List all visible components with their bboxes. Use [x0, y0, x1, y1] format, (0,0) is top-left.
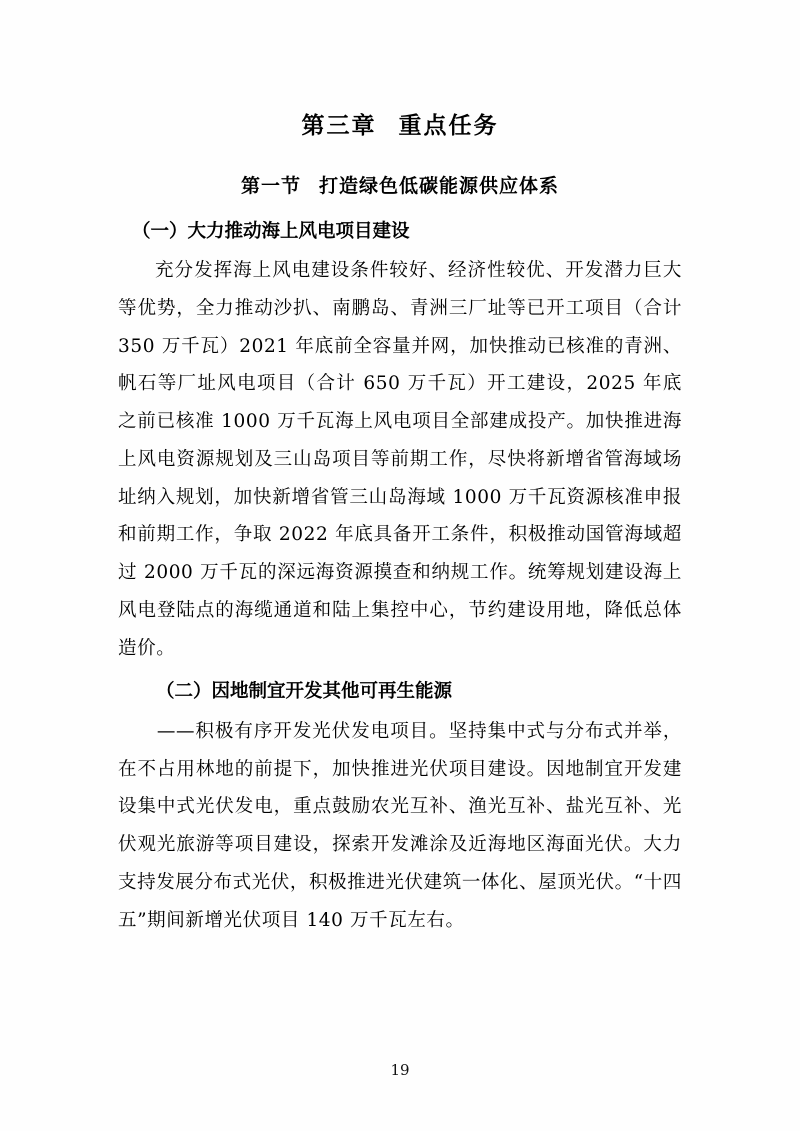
chapter-title-text: 重点任务: [398, 112, 499, 139]
paragraph-2: ——积极有序开发光伏发电项目。坚持集中式与分布式并举，在不占用林地的前提下，加快推进光伏项目建设。因地制宜开发建设集中式光伏发电，重点鼓励农光互补、渔光互补、盐光互补、光伏观光旅游等项目建设，探索开发滩涂及近海地区海面光伏。大力支持发展分布式光伏，积极推进光伏建筑一体化、屋顶光伏。“十四五”期间新增光伏项目 140 万千瓦左右。: [118, 720, 682, 931]
page-number: 19: [390, 1061, 410, 1079]
chapter-number: 第三章: [301, 112, 377, 139]
section-title-text: 打造绿色低碳能源供应体系: [319, 175, 560, 198]
subsection-heading-1: （一）大力推动海上风电项目建设: [132, 220, 410, 242]
section-number: 第一节: [240, 175, 301, 198]
chapter-heading: [118, 110, 682, 142]
paragraph-1: 充分发挥海上风电建设条件较好、经济性较优、开发潜力巨大等优势，全力推动沙扒、南鹏岛、青洲三厂址等已开工项目（合计 350 万千瓦）2021 年底前全容量并网，加快推动已核准的青洲、帆石等厂址风电项目（合计 650 万千瓦）开工建设，2025 年底之前已核准 1000 万千瓦海上风电项目全部建成投产。加快推进海上风电资源规划及三山岛项目等前期工作，尽快将新增省管海域场址纳入规划，加快新增省管三山岛海域 1000 万千瓦资源核准申报和前期工作，争取 2022 年底具备开工条件，积极推动国管海域超过 2000 万千瓦的深远海资源摸查和纳规工作。统筹规划建设海上风电登陆点的海缆通道和陆上集控中心，节约建设用地，降低总体造价。: [118, 260, 682, 659]
paragraph-spacer: [118, 667, 682, 677]
subsection-heading-2: （二）因地制宜开发其他可再生能源: [156, 681, 453, 703]
section-heading: [118, 172, 682, 201]
